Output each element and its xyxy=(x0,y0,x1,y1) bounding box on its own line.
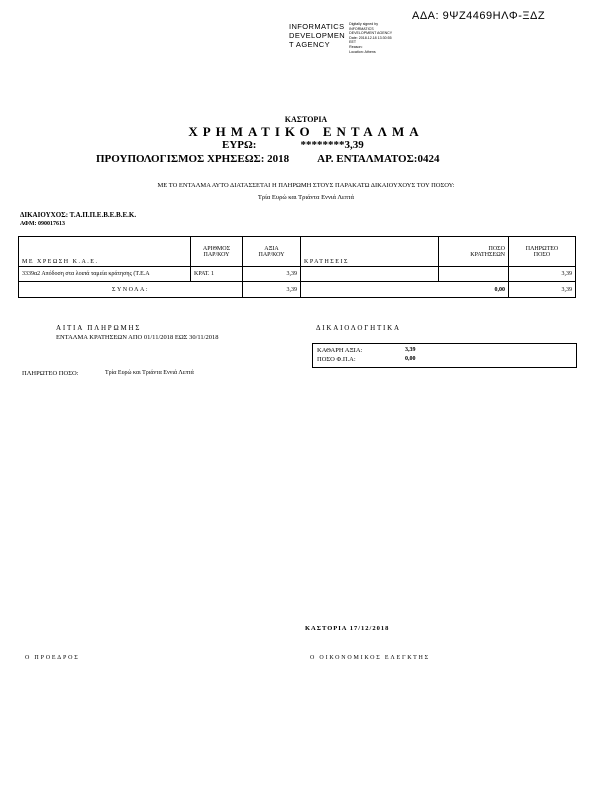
totals-payable: 3,39 xyxy=(509,282,576,298)
payable-amount-label: ΠΛΗΡΩΤΕΟ ΠΟΣΟ: xyxy=(22,370,79,377)
amount-in-words: Τρία Ευρώ και Τριάντα Εννιά Λεπτά xyxy=(257,194,355,201)
document-title: ΧΡΗΜΑΤΙΚΟ ΕΝΤΑΛΜΑ xyxy=(188,124,424,139)
header-deductions: ΚΡΑΤΗΣΕΙΣ xyxy=(301,237,439,267)
budget-year: ΠΡΟΥΠΟΛΟΓΙΣΜΟΣ ΧΡΗΣΕΩΣ: 2018 xyxy=(96,153,290,165)
header-payable-line: ΠΛΗΡΩΤΕΟ xyxy=(525,245,559,252)
header-doc-value-line: ΠΑΡ/ΚΟΥ xyxy=(258,251,285,258)
signature-detail-line: EET xyxy=(349,40,357,45)
row-doc-no: ΚΡΑΤ. 1 xyxy=(191,267,243,282)
signature-detail-line: Digitally signed by xyxy=(349,22,379,26)
signature-name-line: DEVELOPMEN xyxy=(289,31,346,40)
header-doc-value xyxy=(243,237,301,267)
signature-detail-line: Date: 2018.12.18 13:30:55 xyxy=(349,35,392,40)
signature-detail-line: DEVELOPMENT AGENCY xyxy=(349,31,393,36)
row-deductions xyxy=(301,267,439,282)
signature-name-line: INFORMATICS xyxy=(289,22,345,31)
header-doc-no-line: ΑΡΙΘΜΟΣ xyxy=(202,245,231,252)
header-deduction-amount-line: ΚΡΑΤΗΣΕΩΝ xyxy=(470,251,505,258)
president-signature-label: Ο ΠΡΟΕΔΡΟΣ xyxy=(25,655,80,661)
header-doc-no xyxy=(191,237,243,267)
row-payable: 3,39 xyxy=(509,267,576,282)
beneficiary-afm: ΑΦΜ: 090017613 xyxy=(20,221,66,227)
header-deduction-amount-line: ΠΟΣΟ xyxy=(488,245,505,252)
totals-label: ΣΥΝΟΛΑ: xyxy=(19,282,243,298)
euro-amount-line xyxy=(222,139,364,151)
digital-signature xyxy=(289,22,392,54)
payment-reason-title: ΑΙΤΙΑ ΠΛΗΡΩΜΗΣ xyxy=(56,324,142,332)
beneficiary-name: ΔΙΚΑΙΟΥΧΟΣ: Τ.Α.Π.Π.Ε.Β.Ε.Β.Ε.Κ. xyxy=(20,211,137,219)
row-doc-value: 3,39 xyxy=(243,267,301,282)
net-value-label: ΚΑΘΑΡΗ ΑΞΙΑ: xyxy=(317,347,363,354)
financial-controller-signature-label: Ο ΟΙΚΟΝΟΜΙΚΟΣ ΕΛΕΓΚΤΗΣ xyxy=(310,655,430,661)
budget-line xyxy=(96,153,439,165)
net-value: 3,39 xyxy=(405,347,416,353)
documents-box xyxy=(312,343,577,368)
euro-label: ΕΥΡΩ: xyxy=(222,139,257,151)
signature-detail-line: Location: Athens xyxy=(349,49,376,54)
payable-amount-words: Τρία Ευρώ και Τριάντα Εννιά Λεπτά xyxy=(105,370,194,376)
table-header-row xyxy=(19,237,576,267)
header-payable xyxy=(509,237,576,267)
header-doc-value-line: ΑΞΙΑ xyxy=(264,245,279,252)
row-kae: 3339α2 Απόδοση στα λοιπά ταμεία κράτησης (Τ.Ε.Α xyxy=(19,267,191,282)
payment-notice: ΜΕ ΤΟ ΕΝΤΑΛΜΑ ΑΥΤΟ ΔΙΑΤΑΣΣΕΤΑΙ Η ΠΛΗΡΩΜΗ ΣΤΟΥΣ ΠΑΡΑΚΑΤΩ ΔΙΚΑΙΟΥΧΟΥΣ ΤΟΥ ΠΟΣΟΥ: xyxy=(157,182,455,189)
vat-value: 0,00 xyxy=(405,356,416,362)
signature-detail-line: INFORMATICS xyxy=(349,26,374,31)
warrant-table xyxy=(18,236,576,298)
place-date: ΚΑΣΤΟΡΙΑ 17/12/2018 xyxy=(305,625,390,632)
header-kae: ΜΕ ΧΡΕΩΣΗ Κ.Α.Ε. xyxy=(19,237,191,267)
city-heading: ΚΑΣΤΟΡΙΑ xyxy=(284,115,328,124)
signature-details xyxy=(349,22,392,54)
totals-doc-value: 3,39 xyxy=(243,282,301,298)
warrant-number: ΑΡ. ΕΝΤΑΛΜΑΤΟΣ:0424 xyxy=(317,153,440,165)
totals-deduction-amount: 0,00 xyxy=(301,282,509,298)
row-deduction-amount xyxy=(439,267,509,282)
euro-value: ********3,39 xyxy=(300,139,364,151)
documents-title: ΔΙΚΑΙΟΛΟΓΗΤΙΚΑ xyxy=(316,324,401,332)
header-doc-no-line: ΠΑΡ/ΚΟΥ xyxy=(203,251,230,258)
header-payable-line: ΠΟΣΟ xyxy=(533,251,551,258)
table-row xyxy=(19,267,576,282)
signature-name xyxy=(289,22,345,54)
ada-code: ΑΔΑ: 9ΨΖ4469ΗΛΦ-ΞΔΖ xyxy=(412,10,546,22)
vat-label: ΠΟΣΟ Φ.Π.Α: xyxy=(317,356,356,363)
totals-row xyxy=(19,282,576,298)
payment-reason-text: ΕΝΤΑΛΜΑ ΚΡΑΤΗΣΕΩΝ ΑΠΟ 01/11/2018 ΕΩΣ 30/11/2018 xyxy=(56,334,219,341)
header-deduction-amount xyxy=(439,237,509,267)
signature-detail-line: Reason: xyxy=(349,44,363,49)
signature-name-line: T AGENCY xyxy=(289,40,330,49)
